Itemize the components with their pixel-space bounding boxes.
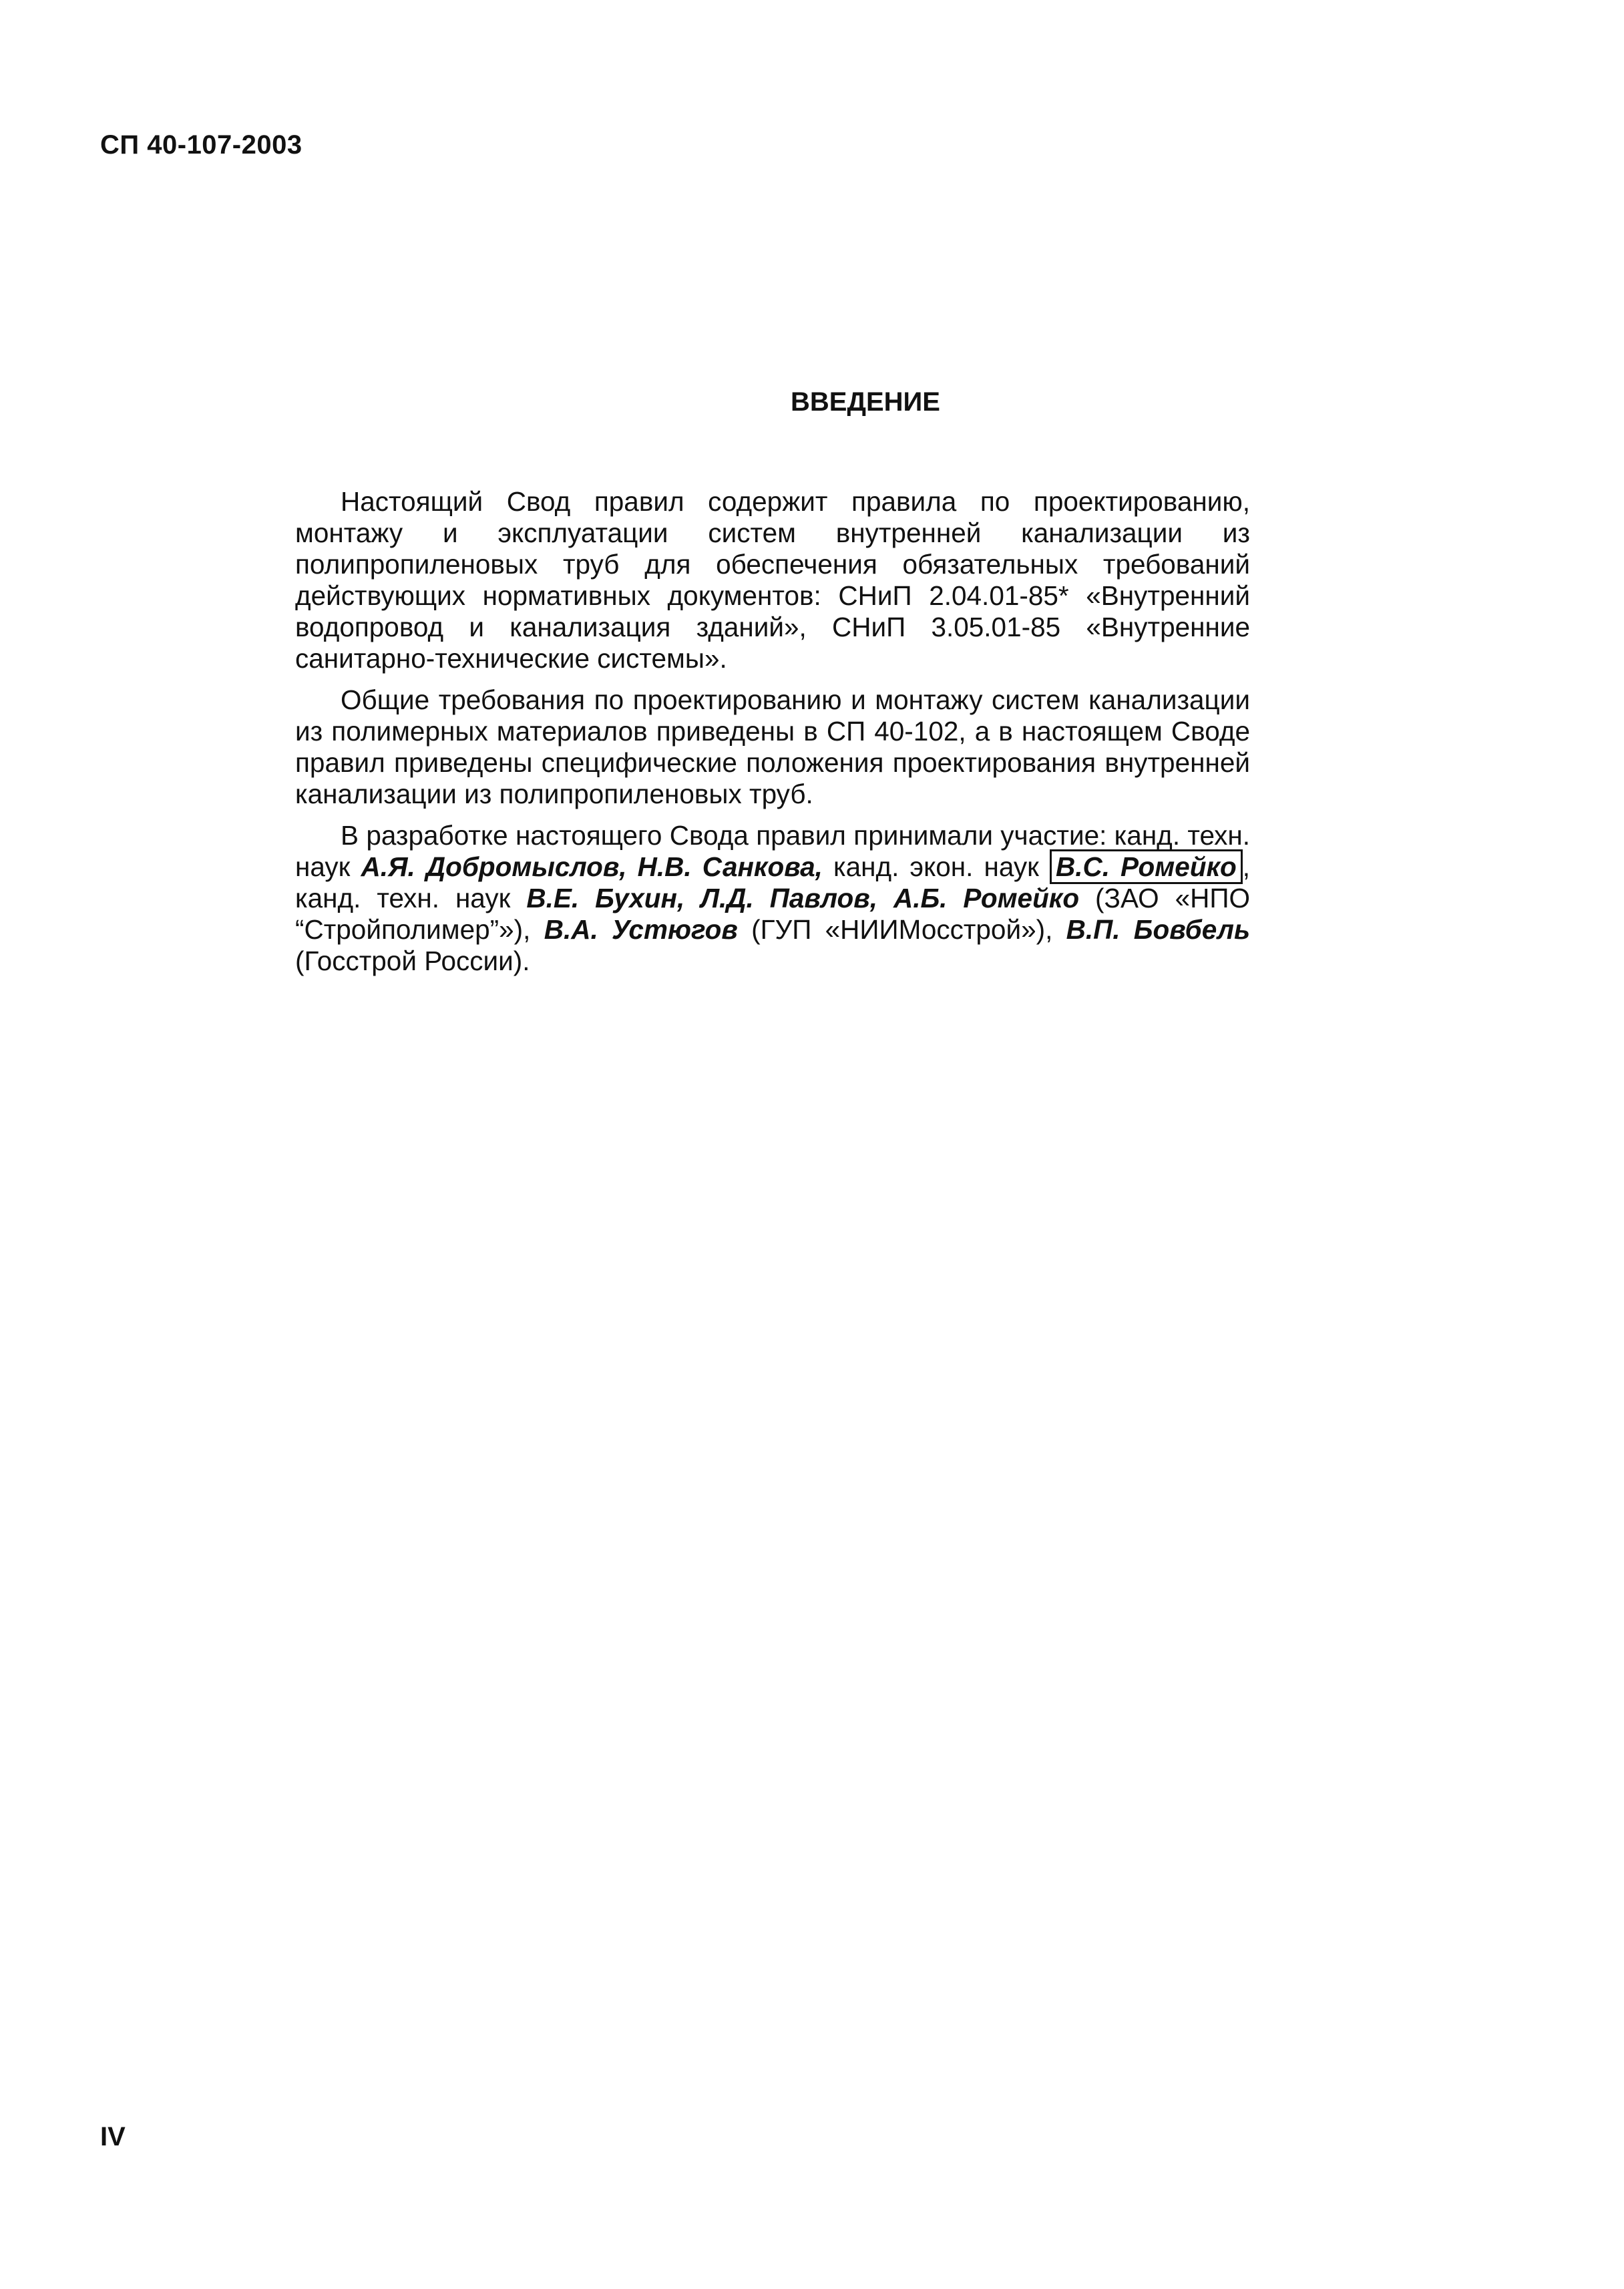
p3-text-2: канд. экон. наук [822,851,1050,882]
deceased-author-box: В.С. Ромейко [1050,849,1243,884]
p3-text-5: (ГУП «НИИМосстрой»), [737,914,1066,945]
introduction-body [295,486,1250,987]
paragraph-2: Общие требования по проектированию и монтажу систем канализации из полимерных материалов приведены в СП 40-102, а в настоящем Своде правил приведены специфические положения проектирования внутренней канализации из полипропиленовых труб. [295,684,1250,809]
paragraph-1: Настоящий Свод правил содержит правила по проектированию, монтажу и эксплуатации систем внутренней канализации из полипропиленовых труб для обеспечения обязательных требований действующих нормативных документов: СНиП 2.04.01-85* «Внутренний водопровод и канализация зданий», СНиП 3.05.01-85 «Внутренние санитарно-технические системы». [295,486,1250,674]
p3-names-1: А.Я. Добромыслов, Н.В. Санкова, [361,851,823,882]
document-code: СП 40-107-2003 [100,130,302,160]
p3-text-1: В разработке настоящего Свода правил принимали участие: канд. техн. наук [295,820,1250,882]
p3-text-4: (ЗАО «НПО “Стройполимер”»), [295,883,1250,945]
page-number: IV [100,2122,126,2151]
paragraph-3 [295,820,1250,977]
p3-names-4: В.А. Устюгов [544,914,738,945]
p3-names-3: В.Е. Бухин, Л.Д. Павлов, А.Б. Ромейко [526,883,1080,913]
section-title: ВВЕДЕНИЕ [791,387,940,417]
p3-text-3: , канд. техн. наук [295,851,1250,913]
p3-names-5: В.П. Бовбель [1066,914,1251,945]
p3-text-6: (Госстрой России). [295,946,530,976]
